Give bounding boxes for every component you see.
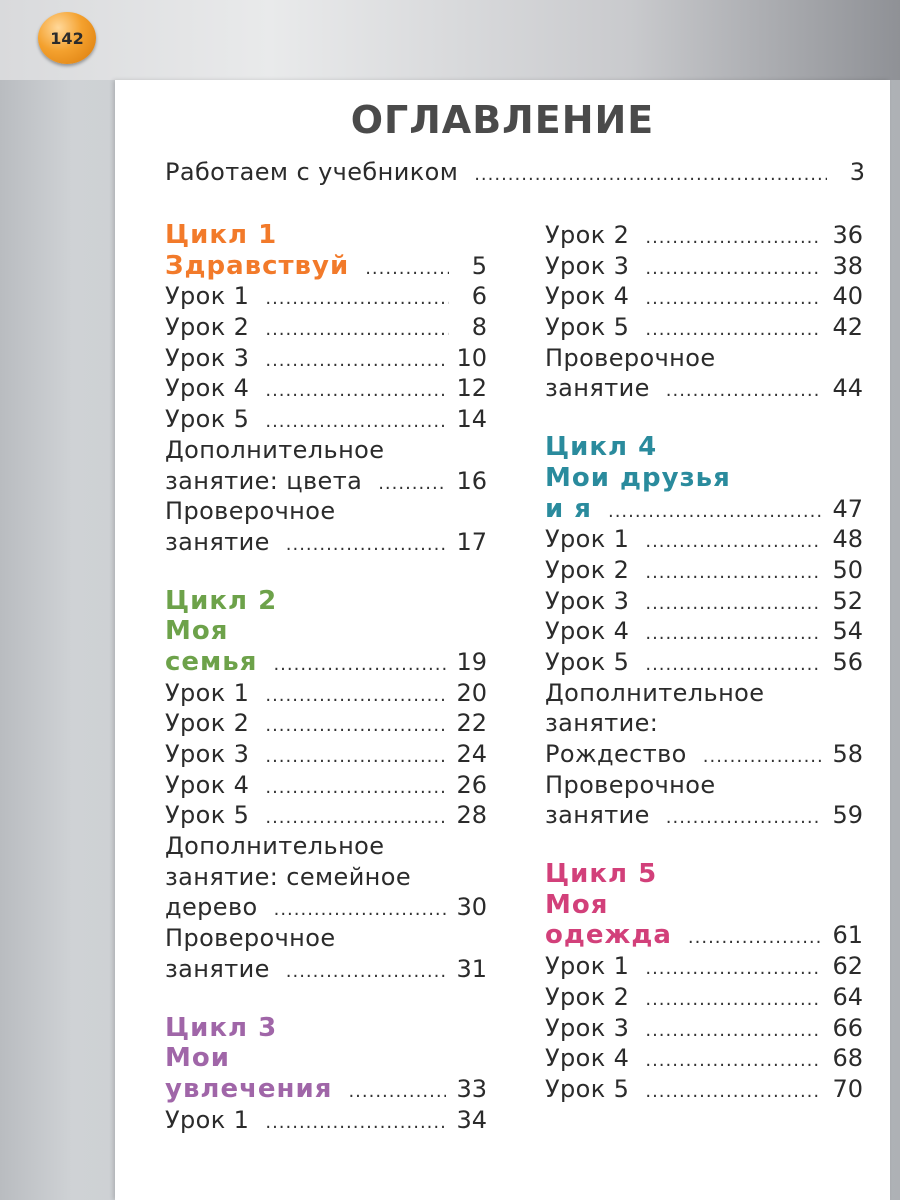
toc-entry-page: 3 xyxy=(849,158,865,186)
toc-entry-page: 17 xyxy=(456,527,487,556)
leader-dots xyxy=(645,315,822,345)
toc-entry-page: 59 xyxy=(832,801,863,830)
toc-entry-lesson[interactable] xyxy=(545,1074,863,1105)
toc-entry-label: Урок 4 xyxy=(545,1044,630,1073)
spacer xyxy=(165,558,487,586)
leader-dots xyxy=(265,376,446,406)
toc-entry-label: занятие xyxy=(545,374,650,403)
leader-dots xyxy=(703,742,823,772)
toc-entry-page: 70 xyxy=(832,1074,863,1103)
toc-entry-label: Проверочное xyxy=(165,924,336,953)
leader-dots xyxy=(365,254,449,284)
cycle-1-title-entry[interactable] xyxy=(165,251,487,282)
toc-entry-label: Урок 5 xyxy=(165,405,250,434)
toc-entry-check[interactable] xyxy=(165,527,487,558)
toc-entry-check[interactable] xyxy=(165,954,487,985)
toc-entry-page: 12 xyxy=(456,374,487,403)
toc-entry-intro[interactable] xyxy=(165,158,865,190)
cycle-3-heading: Цикл 3 xyxy=(165,1012,278,1043)
toc-entry-label: Урок 2 xyxy=(165,313,250,342)
toc-entry-label: Урок 3 xyxy=(165,740,250,768)
toc-entry-label: Урок 3 xyxy=(165,343,250,372)
leader-dots xyxy=(645,558,822,588)
leader-dots xyxy=(265,711,446,741)
toc-entry-lesson[interactable] xyxy=(165,373,487,404)
toc-entry-page: 58 xyxy=(832,740,863,768)
cycle-3-title: увлечения xyxy=(165,1073,333,1104)
toc-entry-page: 16 xyxy=(456,466,487,495)
toc-entry-label: занятие: xyxy=(545,709,659,738)
toc-entry-page: 62 xyxy=(832,952,863,981)
toc-entry-label: занятие xyxy=(545,801,650,830)
leader-dots xyxy=(608,497,822,527)
toc-entry-page: 10 xyxy=(456,343,487,372)
toc-entry-page: 56 xyxy=(832,647,863,676)
cycle-1-title: Здравствуй xyxy=(165,250,350,281)
toc-entry-page: 30 xyxy=(456,893,487,922)
toc-entry-page: 22 xyxy=(456,709,487,738)
toc-entry-label: Урок 5 xyxy=(545,1074,630,1103)
toc-entry-label: занятие xyxy=(165,527,270,556)
cycle-2-title-entry[interactable] xyxy=(165,647,487,678)
cycle-2-title: семья xyxy=(165,646,258,677)
toc-entry-page: 8 xyxy=(471,313,487,342)
toc-entry-lesson[interactable] xyxy=(165,1105,487,1136)
toc-entry-page: 36 xyxy=(832,221,863,249)
toc-entry-label: Урок 2 xyxy=(165,709,250,738)
toc-column-left xyxy=(165,220,487,1135)
leader-dots xyxy=(265,346,446,376)
toc-entry-label: Урок 1 xyxy=(545,525,630,554)
leader-dots xyxy=(645,1046,822,1076)
toc-entry-page: 33 xyxy=(456,1074,487,1103)
toc-entry-page: 20 xyxy=(456,678,487,707)
cycle-1-heading: Цикл 1 xyxy=(165,220,278,250)
leader-dots xyxy=(265,681,446,711)
toc-entry-page: 34 xyxy=(456,1105,487,1134)
page-number: 142 xyxy=(50,28,84,48)
toc-entry-lesson[interactable] xyxy=(545,1013,863,1044)
toc-entry-label: занятие: цвета xyxy=(165,466,363,495)
toc-entry-page: 48 xyxy=(832,525,863,554)
toc-entry-page: 6 xyxy=(471,282,487,311)
toc-entry-label: Урок 4 xyxy=(545,282,630,311)
toc-entry-label: Урок 1 xyxy=(165,1105,250,1134)
leader-dots xyxy=(645,527,822,557)
toc-entry-page: 28 xyxy=(456,801,487,830)
contents-page xyxy=(115,80,890,1200)
toc-entry-page: 44 xyxy=(832,374,863,403)
toc-entry-lesson[interactable] xyxy=(545,951,863,982)
toc-entry-lesson[interactable] xyxy=(545,586,863,617)
toc-entry-page: 38 xyxy=(832,251,863,280)
cycle-4-heading: Цикл 4 xyxy=(545,432,658,463)
toc-entry-label: Рождество xyxy=(545,740,687,768)
toc-entry-lesson[interactable] xyxy=(165,281,487,312)
cycle-2-heading: Цикл 2 xyxy=(165,585,278,616)
toc-entry-page: 66 xyxy=(832,1013,863,1042)
toc-entry-check[interactable] xyxy=(545,800,863,831)
toc-entry-label: Урок 3 xyxy=(545,251,630,280)
toc-entry-page: 14 xyxy=(456,405,487,434)
toc-entry-lesson[interactable] xyxy=(165,678,487,709)
cycle-4-title: и я xyxy=(545,493,592,524)
page-title: ОГЛАВЛЕНИЕ xyxy=(350,98,655,142)
spacer xyxy=(545,404,863,432)
toc-entry-check[interactable] xyxy=(545,373,863,404)
toc-entry-lesson[interactable] xyxy=(545,616,863,647)
cycle-5-heading: Цикл 5 xyxy=(545,859,658,890)
leader-dots xyxy=(645,589,822,619)
toc-entry-label: занятие xyxy=(165,954,270,983)
toc-entry-label: Дополнительное xyxy=(165,435,385,464)
cycle-3-title-line: Мои xyxy=(165,1043,230,1074)
leader-dots xyxy=(645,619,822,649)
toc-entry-page: 52 xyxy=(832,586,863,615)
leader-dots xyxy=(645,985,822,1015)
toc-entry-page: 40 xyxy=(832,282,863,311)
toc-entry-lesson[interactable] xyxy=(545,281,863,312)
leader-dots xyxy=(645,284,822,314)
toc-entry-page: 64 xyxy=(832,982,863,1011)
toc-entry-lesson[interactable] xyxy=(545,555,863,586)
toc-entry-label: Урок 4 xyxy=(165,374,250,403)
leader-dots xyxy=(265,1108,446,1138)
toc-entry-label: Урок 2 xyxy=(545,982,630,1011)
toc-entry-lesson[interactable] xyxy=(165,770,487,801)
toc-entry-page: 47 xyxy=(832,494,863,523)
toc-entry-lesson[interactable] xyxy=(545,524,863,555)
toc-entry-lesson[interactable] xyxy=(545,220,863,251)
toc-entry-label: Работаем с учебником xyxy=(165,158,459,186)
toc-entry-label: Урок 1 xyxy=(545,952,630,981)
cycle-5-title: одежда xyxy=(545,920,672,951)
toc-entry-page: 31 xyxy=(456,954,487,983)
cycle-4-title-entry[interactable] xyxy=(545,494,863,525)
toc-entry-label: Урок 4 xyxy=(165,770,250,799)
page-top-band xyxy=(0,0,900,80)
leader-dots xyxy=(645,1016,822,1046)
leader-dots xyxy=(274,895,447,925)
leader-dots xyxy=(273,650,446,680)
toc-entry-page: 26 xyxy=(456,770,487,799)
leader-dots xyxy=(265,803,446,833)
toc-entry-label: дерево xyxy=(165,893,258,922)
toc-entry-page: 61 xyxy=(832,921,863,950)
leader-dots xyxy=(688,923,823,953)
leader-dots xyxy=(265,773,446,803)
toc-column-right xyxy=(545,220,863,1105)
leader-dots xyxy=(645,254,822,284)
toc-entry-page: 50 xyxy=(832,555,863,584)
toc-entry-label: Урок 1 xyxy=(165,282,250,311)
toc-entry-page: 5 xyxy=(471,251,487,280)
leader-dots xyxy=(286,530,447,560)
leader-dots xyxy=(286,957,447,987)
toc-entry-lesson[interactable] xyxy=(165,312,487,343)
leader-dots xyxy=(265,742,446,772)
toc-entry-lesson[interactable] xyxy=(545,647,863,678)
leader-dots xyxy=(645,954,822,984)
leader-dots xyxy=(265,407,446,437)
toc-entry-lesson[interactable] xyxy=(165,800,487,831)
toc-entry-label: Урок 3 xyxy=(545,1013,630,1042)
toc-entry-lesson[interactable] xyxy=(165,404,487,435)
toc-entry-label: Проверочное xyxy=(165,497,336,526)
spacer xyxy=(165,985,487,1013)
toc-entry-label: занятие: семейное xyxy=(165,862,412,891)
leader-dots xyxy=(666,376,823,406)
toc-entry-extra[interactable] xyxy=(165,466,487,497)
toc-entry-extra[interactable] xyxy=(165,892,487,923)
toc-entry-page: 54 xyxy=(832,617,863,646)
leader-dots xyxy=(645,1077,822,1107)
toc-entry-label: Урок 5 xyxy=(165,801,250,830)
toc-entry-label: Проверочное xyxy=(545,770,716,799)
toc-entry-page: 24 xyxy=(456,740,487,768)
toc-entry-label: Урок 5 xyxy=(545,313,630,342)
leader-dots xyxy=(348,1077,446,1107)
leader-dots xyxy=(265,284,449,314)
leader-dots xyxy=(645,223,822,253)
toc-entry-label: Урок 2 xyxy=(545,555,630,584)
leader-dots xyxy=(645,650,822,680)
toc-entry-lesson[interactable] xyxy=(165,739,487,770)
toc-entry-label: Проверочное xyxy=(545,343,716,372)
toc-entry-extra[interactable] xyxy=(545,739,863,770)
toc-entry-lesson[interactable] xyxy=(165,708,487,739)
toc-entry-label: Урок 4 xyxy=(545,617,630,646)
toc-entry-label: Дополнительное xyxy=(545,678,765,707)
cycle-4-title-line: Мои друзья xyxy=(545,462,731,493)
toc-entry-lesson[interactable] xyxy=(545,982,863,1013)
toc-entry-lesson[interactable] xyxy=(545,1043,863,1074)
page-number-badge xyxy=(38,12,96,64)
toc-entry-label: Дополнительное xyxy=(165,832,385,861)
cycle-5-title-entry[interactable] xyxy=(545,920,863,951)
leader-dots xyxy=(265,315,449,345)
cycle-2-title-line: Моя xyxy=(165,616,229,647)
toc-entry-page: 19 xyxy=(456,647,487,676)
toc-entry-page: 42 xyxy=(832,313,863,342)
spacer xyxy=(545,831,863,859)
leader-dots xyxy=(474,164,827,185)
leader-dots xyxy=(666,803,823,833)
toc-entry-lesson[interactable] xyxy=(165,343,487,374)
toc-entry-label: Урок 3 xyxy=(545,586,630,615)
toc-entry-page: 68 xyxy=(832,1044,863,1073)
toc-entry-lesson[interactable] xyxy=(545,312,863,343)
toc-entry-label: Урок 5 xyxy=(545,647,630,676)
cycle-5-title-line: Моя xyxy=(545,889,609,920)
cycle-3-title-entry[interactable] xyxy=(165,1074,487,1105)
toc-entry-label: Урок 1 xyxy=(165,678,250,707)
toc-entry-lesson[interactable] xyxy=(545,251,863,282)
toc-entry-label: Урок 2 xyxy=(545,221,630,249)
leader-dots xyxy=(378,469,446,499)
